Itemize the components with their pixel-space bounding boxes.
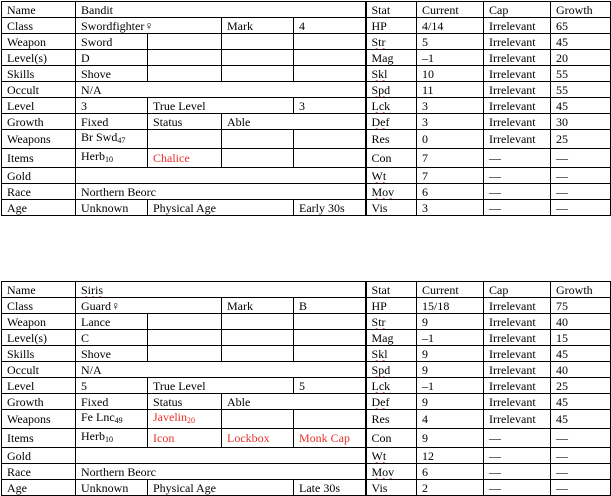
stat-cap: Irrelevant	[484, 98, 551, 114]
empty-cell	[148, 130, 222, 149]
occult-label: Occult	[2, 362, 76, 378]
table-row	[2, 410, 611, 429]
empty-cell	[294, 314, 366, 330]
growth-value: Fixed	[76, 114, 148, 130]
growth-header: Growth	[551, 2, 611, 18]
stat-cap: —	[484, 464, 551, 480]
race-value	[76, 184, 366, 200]
item-cell	[294, 429, 366, 448]
stat-growth: 55	[551, 82, 611, 98]
stat-name	[366, 448, 417, 464]
stat-name	[366, 464, 417, 480]
level-label: Level	[2, 98, 76, 114]
stat-current: 3	[417, 98, 484, 114]
weapon-uses: 47	[117, 136, 126, 145]
stat-name	[366, 394, 417, 410]
table-row	[2, 98, 611, 114]
weapon-uses: 49	[114, 416, 123, 425]
empty-cell	[294, 130, 366, 149]
weapon-value: Lance	[76, 314, 148, 330]
empty-cell	[148, 330, 222, 346]
stat-cap: Irrelevant	[484, 130, 551, 149]
table-row	[2, 314, 611, 330]
skills-label: Skills	[2, 66, 76, 82]
table-row	[2, 50, 611, 66]
stat-name-text: Mov	[371, 184, 395, 199]
weapon-name: Br Swd	[81, 130, 118, 144]
stat-name	[366, 362, 417, 378]
character-sheet-siris	[1, 281, 611, 496]
stat-growth: 20	[551, 50, 611, 66]
race-text: Northern Beorc	[81, 184, 156, 199]
stat-growth: 45	[551, 98, 611, 114]
current-header: Current	[417, 2, 484, 18]
stat-name: Vis	[366, 480, 417, 496]
stat-current: 9	[417, 394, 484, 410]
items-label: Items	[2, 149, 76, 168]
item-name: Herb	[81, 149, 105, 163]
stat-growth: 45	[551, 410, 611, 429]
race-value: Northern Beorc	[76, 464, 366, 480]
stat-current: 5	[417, 34, 484, 50]
empty-cell	[294, 50, 366, 66]
skills-value: Shove	[76, 66, 148, 82]
stat-name-text: Mov	[371, 464, 395, 479]
stat-growth: 40	[551, 314, 611, 330]
stat-cap: —	[484, 429, 551, 448]
true-level-label: True Level	[148, 378, 294, 394]
stat-name-text: Def	[371, 114, 390, 129]
occult-value: N/A	[76, 362, 366, 378]
item-name: Lockbox	[227, 431, 270, 445]
table-row	[2, 362, 611, 378]
item-name: Icon	[153, 431, 175, 445]
stat-name-text: Lck	[371, 378, 391, 393]
stat-name	[366, 168, 417, 184]
status-value: Able	[222, 114, 366, 130]
table-row	[2, 480, 611, 496]
stat-growth: 45	[551, 394, 611, 410]
empty-cell	[222, 330, 294, 346]
growth-label: Growth	[2, 114, 76, 130]
stat-growth: 55	[551, 66, 611, 82]
stat-current: 15/18	[417, 298, 484, 314]
weapon-value: Sword	[76, 34, 148, 50]
item-cell	[76, 149, 148, 168]
stat-current: 6	[417, 184, 484, 200]
item-uses: 10	[105, 155, 113, 164]
stat-cap: Irrelevant	[484, 18, 551, 34]
level-value: 3	[76, 98, 148, 114]
current-header: Current	[417, 282, 484, 298]
stat-current: 4	[417, 410, 484, 429]
stat-current: 9	[417, 314, 484, 330]
stat-name-text: Lck	[371, 98, 391, 113]
stat-name: HP	[366, 18, 417, 34]
stat-current: 7	[417, 168, 484, 184]
stat-current: 9	[417, 429, 484, 448]
table-row	[2, 114, 611, 130]
stat-growth: —	[551, 464, 611, 480]
cap-header: Cap	[484, 2, 551, 18]
gold-value	[76, 448, 366, 464]
table-row	[2, 298, 611, 314]
empty-cell	[222, 66, 294, 82]
level-value: 5	[76, 378, 148, 394]
weapon-item	[148, 410, 222, 429]
stat-name: Mag	[366, 50, 417, 66]
stat-cap: —	[484, 184, 551, 200]
stat-current: 9	[417, 362, 484, 378]
physical-age-label: Physical Age	[148, 200, 294, 216]
table-row	[2, 34, 611, 50]
stat-current: –1	[417, 50, 484, 66]
levels-value: D	[76, 50, 148, 66]
mark-value: B	[294, 298, 366, 314]
stat-name: Res	[366, 130, 417, 149]
stat-cap: Irrelevant	[484, 314, 551, 330]
table-row	[2, 18, 611, 34]
stat-header: Stat	[366, 282, 417, 298]
stat-name-text: Wt	[371, 448, 387, 463]
empty-cell	[222, 130, 294, 149]
growth-value: Fixed	[76, 394, 148, 410]
item-cell	[148, 429, 222, 448]
stat-current: –1	[417, 330, 484, 346]
stat-current: 7	[417, 149, 484, 168]
stat-name	[366, 314, 417, 330]
weapon-item	[76, 410, 148, 429]
stat-cap: Irrelevant	[484, 346, 551, 362]
empty-cell	[148, 50, 222, 66]
stat-growth: 40	[551, 362, 611, 378]
empty-cell	[148, 66, 222, 82]
weapons-label: Weapons	[2, 130, 76, 149]
empty-cell	[222, 149, 294, 168]
table-row	[2, 149, 611, 168]
item-name: Herb	[81, 429, 105, 443]
item-cell	[148, 149, 222, 168]
stat-name: Con	[366, 149, 417, 168]
race-label: Race	[2, 184, 76, 200]
empty-cell	[294, 346, 366, 362]
name-label: Name	[2, 282, 76, 298]
stat-header: Stat	[366, 2, 417, 18]
empty-cell	[222, 50, 294, 66]
level-label: Level	[2, 378, 76, 394]
gold-value	[76, 168, 366, 184]
stat-growth: —	[551, 480, 611, 496]
levels-label: Level(s)	[2, 50, 76, 66]
stat-name-text: Spd	[371, 82, 391, 97]
stat-current: 9	[417, 346, 484, 362]
character-sheet-bandit	[1, 1, 611, 216]
occult-value: N/A	[76, 82, 366, 98]
item-cell	[76, 429, 148, 448]
class-value: Guard♀	[76, 298, 222, 314]
table-row	[2, 130, 611, 149]
status-value: Able	[222, 394, 366, 410]
item-uses: 10	[105, 435, 113, 444]
gold-label: Gold	[2, 168, 76, 184]
stat-cap: —	[484, 168, 551, 184]
physical-age-value: Late 30s	[294, 480, 366, 496]
stat-growth: 25	[551, 130, 611, 149]
table-row	[2, 66, 611, 82]
stat-name-text: Def	[371, 394, 390, 409]
stat-current: 10	[417, 66, 484, 82]
stat-cap: Irrelevant	[484, 410, 551, 429]
stat-cap: Irrelevant	[484, 66, 551, 82]
table-row	[2, 82, 611, 98]
stat-growth: 65	[551, 18, 611, 34]
stat-name: Res	[366, 410, 417, 429]
stat-growth: —	[551, 200, 611, 216]
stat-current: 6	[417, 464, 484, 480]
stat-cap: Irrelevant	[484, 50, 551, 66]
class-label: Class	[2, 18, 76, 34]
weapon-uses: 20	[187, 416, 195, 425]
empty-cell	[148, 314, 222, 330]
stat-name-text: Str	[371, 34, 386, 49]
character-name: Bandit	[76, 2, 366, 18]
stat-name	[366, 378, 417, 394]
stat-current: 4/14	[417, 18, 484, 34]
growth-header: Growth	[551, 282, 611, 298]
character-name	[76, 282, 366, 298]
mark-label: Mark	[222, 298, 294, 314]
item-cell	[222, 429, 294, 448]
empty-cell	[222, 314, 294, 330]
stat-cap: Irrelevant	[484, 378, 551, 394]
weapon-label: Weapon	[2, 34, 76, 50]
character-name-text: Siris	[81, 282, 104, 297]
age-value: Unknown	[76, 200, 148, 216]
stat-name-text: Skl	[371, 346, 388, 361]
status-label: Status	[148, 114, 222, 130]
stat-name-text: Str	[371, 314, 386, 329]
table-row	[2, 378, 611, 394]
stat-growth: 15	[551, 330, 611, 346]
mark-value: 4	[294, 18, 366, 34]
age-label: Age	[2, 200, 76, 216]
stat-name: Vis	[366, 200, 417, 216]
table-row	[2, 448, 611, 464]
table-row	[2, 330, 611, 346]
empty-cell	[294, 149, 366, 168]
stat-growth: 45	[551, 346, 611, 362]
stat-name-text: Spd	[371, 362, 391, 377]
stat-cap: Irrelevant	[484, 34, 551, 50]
table-row	[2, 168, 611, 184]
name-label: Name	[2, 2, 76, 18]
table-row	[2, 346, 611, 362]
stat-name	[366, 98, 417, 114]
gold-label: Gold	[2, 448, 76, 464]
stat-growth: 25	[551, 378, 611, 394]
stat-name	[366, 34, 417, 50]
skills-label: Skills	[2, 346, 76, 362]
stat-growth: —	[551, 168, 611, 184]
stat-name-text: Wt	[371, 168, 387, 183]
stat-current: 11	[417, 82, 484, 98]
stat-cap: Irrelevant	[484, 298, 551, 314]
occult-label: Occult	[2, 82, 76, 98]
status-label: Status	[148, 394, 222, 410]
table-row	[2, 429, 611, 448]
stat-cap: Irrelevant	[484, 114, 551, 130]
stat-name: Con	[366, 429, 417, 448]
stat-name	[366, 346, 417, 362]
stat-cap: Irrelevant	[484, 82, 551, 98]
weapons-label: Weapons	[2, 410, 76, 429]
levels-value: C	[76, 330, 148, 346]
item-name: Chalice	[153, 151, 190, 165]
stat-name	[366, 184, 417, 200]
levels-label: Level(s)	[2, 330, 76, 346]
stat-cap: —	[484, 480, 551, 496]
cap-header: Cap	[484, 282, 551, 298]
empty-cell	[222, 34, 294, 50]
skills-value: Shove	[76, 346, 148, 362]
race-label: Race	[2, 464, 76, 480]
empty-cell	[294, 66, 366, 82]
stat-name: HP	[366, 298, 417, 314]
stat-name: Mag	[366, 330, 417, 346]
stat-growth: —	[551, 429, 611, 448]
true-level-value: 3	[294, 98, 366, 114]
stat-growth: —	[551, 149, 611, 168]
weapon-name: Fe Lnc	[81, 410, 115, 424]
stat-growth: 45	[551, 34, 611, 50]
stat-cap: —	[484, 200, 551, 216]
weapon-label: Weapon	[2, 314, 76, 330]
empty-cell	[294, 410, 366, 429]
stat-name-text: Skl	[371, 66, 388, 81]
items-label: Items	[2, 429, 76, 448]
true-level-label: True Level	[148, 98, 294, 114]
stat-current: 12	[417, 448, 484, 464]
stat-name	[366, 82, 417, 98]
empty-cell	[148, 34, 222, 50]
stat-cap: Irrelevant	[484, 330, 551, 346]
stat-cap: —	[484, 149, 551, 168]
growth-label: Growth	[2, 394, 76, 410]
stat-cap: —	[484, 448, 551, 464]
stat-name	[366, 66, 417, 82]
stat-current: 3	[417, 200, 484, 216]
stat-current: 3	[417, 114, 484, 130]
age-label: Age	[2, 480, 76, 496]
stat-current: 2	[417, 480, 484, 496]
weapon-item	[76, 130, 148, 149]
physical-age-value: Early 30s	[294, 200, 366, 216]
true-level-value: 5	[294, 378, 366, 394]
table-row	[2, 282, 611, 298]
table-row	[2, 200, 611, 216]
stat-current: –1	[417, 378, 484, 394]
stat-growth: 30	[551, 114, 611, 130]
class-label: Class	[2, 298, 76, 314]
table-row	[2, 464, 611, 480]
age-value: Unknown	[76, 480, 148, 496]
item-name: Monk Cap	[299, 431, 350, 445]
stat-growth: 75	[551, 298, 611, 314]
mark-label: Mark	[222, 18, 294, 34]
table-row	[2, 394, 611, 410]
empty-cell	[294, 34, 366, 50]
stat-cap: Irrelevant	[484, 394, 551, 410]
empty-cell	[222, 410, 294, 429]
table-row	[2, 184, 611, 200]
empty-cell	[294, 330, 366, 346]
stat-cap: Irrelevant	[484, 362, 551, 378]
stat-name	[366, 114, 417, 130]
stat-growth: —	[551, 184, 611, 200]
class-value: Swordfighter♀	[76, 18, 222, 34]
table-row	[2, 2, 611, 18]
stat-current: 0	[417, 130, 484, 149]
empty-cell	[148, 346, 222, 362]
empty-cell	[222, 346, 294, 362]
stat-growth: —	[551, 448, 611, 464]
physical-age-label: Physical Age	[148, 480, 294, 496]
weapon-name: Javelin	[153, 410, 187, 424]
